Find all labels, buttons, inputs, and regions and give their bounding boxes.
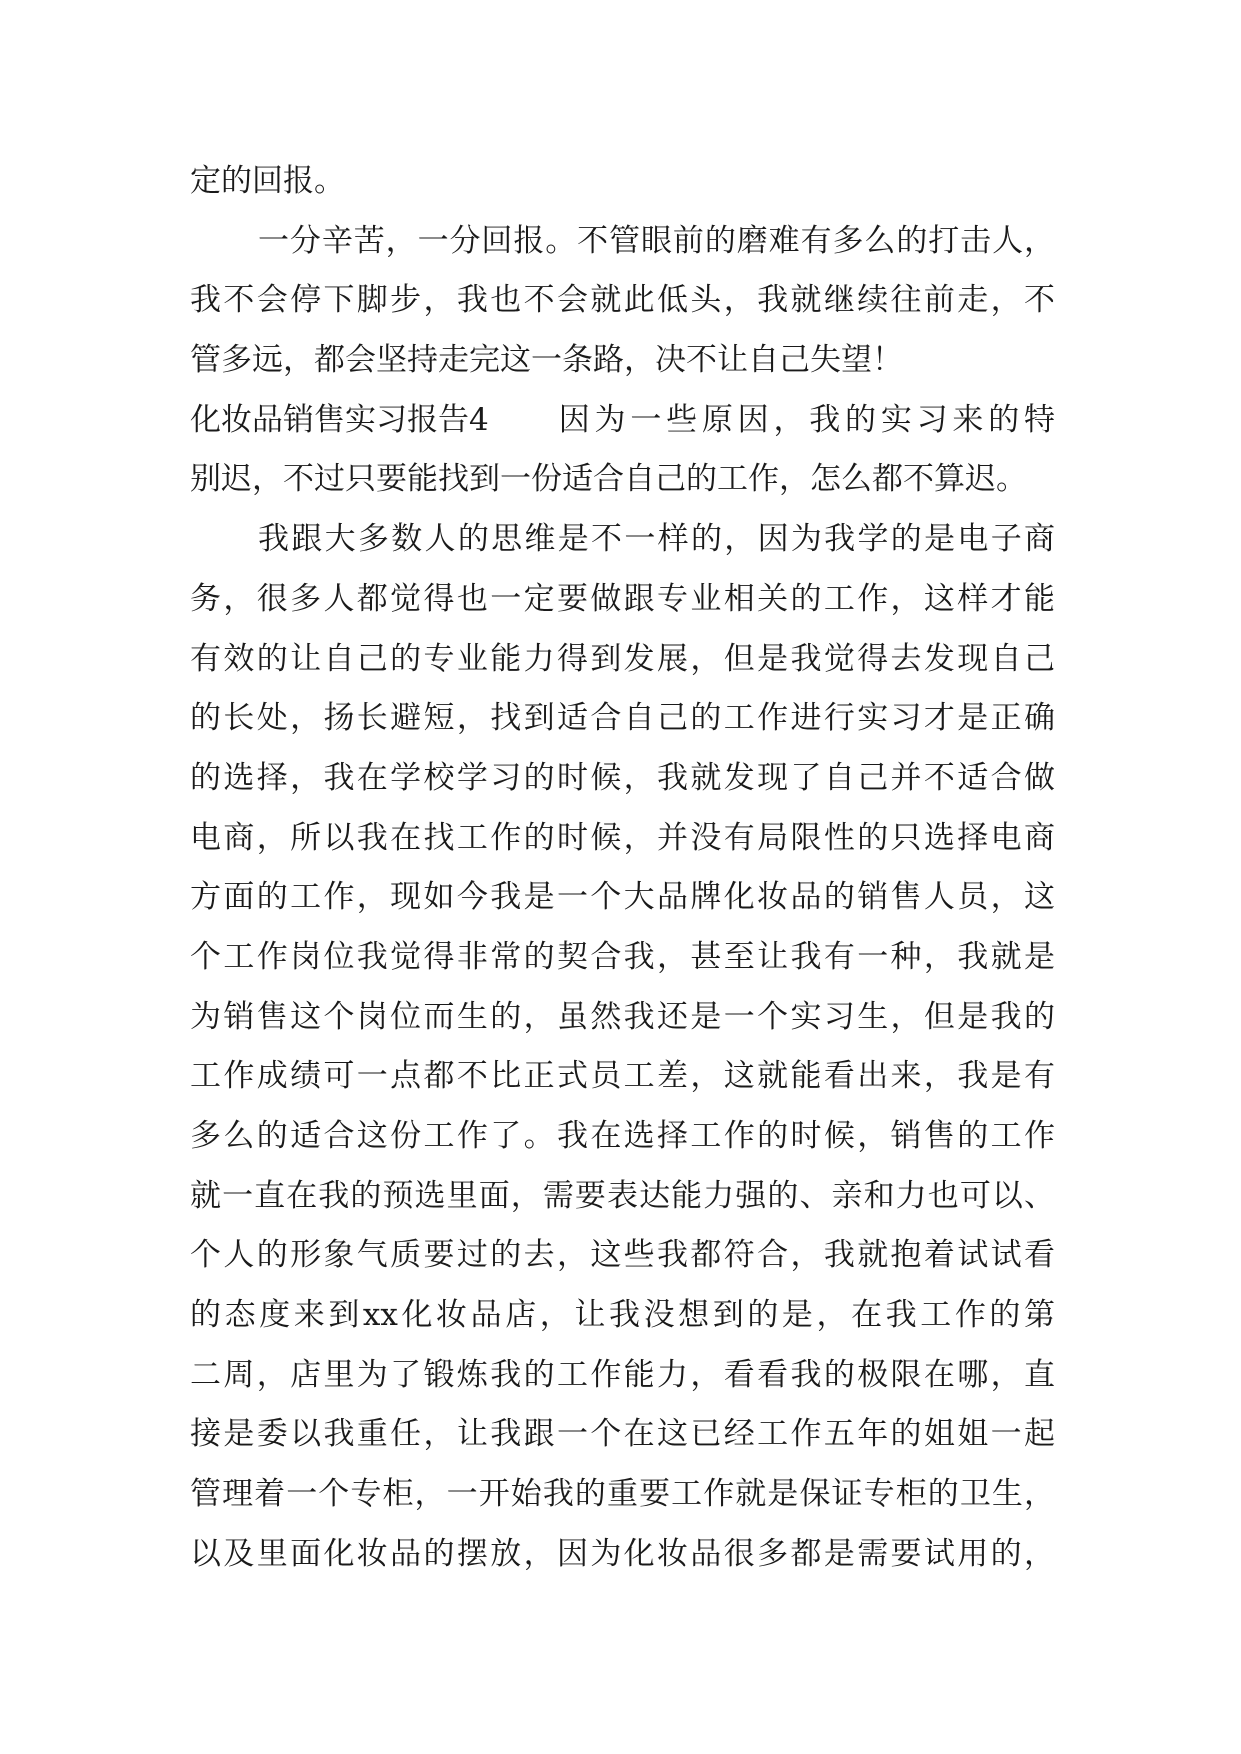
section-heading-line	[190, 391, 1055, 451]
text-line: 工作成绩可一点都不比正式员工差，这就能看出来，我是有	[190, 1058, 1055, 1095]
text-line: 方面的工作，现如今我是一个大品牌化妆品的销售人员，这	[190, 879, 1055, 916]
text-line: 管理着一个专柜，一开始我的重要工作就是保证专柜的卫生，	[190, 1476, 1055, 1513]
text-line: 别迟，不过只要能找到一份适合自己的工作，怎么都不算迟。	[190, 461, 1027, 498]
text-line: 的长处，扬长避短，找到适合自己的工作进行实习才是正确	[190, 700, 1055, 737]
paragraph-3	[190, 391, 1055, 510]
section-heading: 化妆品销售实习报告4	[190, 401, 489, 438]
text-line: 因为一些原因，我的实习来的特	[558, 401, 1055, 438]
text-line: 管多远，都会坚持走完这一条路，决不让自己失望！	[190, 342, 903, 379]
text-line: 个工作岗位我觉得非常的契合我，甚至让我有一种，我就是	[190, 938, 1055, 975]
text-line: 的态度来到xx化妆品店，让我没想到的是，在我工作的第	[190, 1297, 1055, 1334]
text-line: 以及里面化妆品的摆放，因为化妆品很多都是需要试用的，	[190, 1535, 1055, 1572]
paragraph-2	[190, 212, 1055, 391]
text-line: 二周，店里为了锻炼我的工作能力，看看我的极限在哪，直	[190, 1356, 1055, 1393]
text-line: 个人的形象气质要过的去，这些我都符合，我就抱着试试看	[190, 1237, 1055, 1274]
text-line: 我不会停下脚步，我也不会就此低头，我就继续往前走，不	[190, 282, 1055, 319]
text-line: 我跟大多数人的思维是不一样的，因为我学的是电子商	[258, 521, 1055, 558]
document-body	[190, 152, 1055, 1585]
paragraph-4	[190, 510, 1055, 1584]
paragraph-1	[190, 152, 1055, 212]
text-line: 就一直在我的预选里面，需要表达能力强的、亲和力也可以、	[190, 1177, 1055, 1214]
text-line: 电商，所以我在找工作的时候，并没有局限性的只选择电商	[190, 819, 1055, 856]
text-line: 多么的适合这份工作了。我在选择工作的时候，销售的工作	[190, 1118, 1055, 1154]
text-line: 为销售这个岗位而生的，虽然我还是一个实习生，但是我的	[190, 998, 1055, 1035]
text-line: 接是委以我重任，让我跟一个在这已经工作五年的姐姐一起	[190, 1416, 1055, 1453]
text-line: 定的回报。	[190, 163, 345, 199]
text-line: 一分辛苦，一分回报。不管眼前的磨难有多么的打击人，	[258, 222, 1055, 259]
text-line: 务，很多人都觉得也一定要做跟专业相关的工作，这样才能	[190, 580, 1055, 617]
text-line: 有效的让自己的专业能力得到发展，但是我觉得去发现自己	[190, 640, 1055, 677]
text-line: 的选择，我在学校学习的时候，我就发现了自己并不适合做	[190, 759, 1055, 796]
